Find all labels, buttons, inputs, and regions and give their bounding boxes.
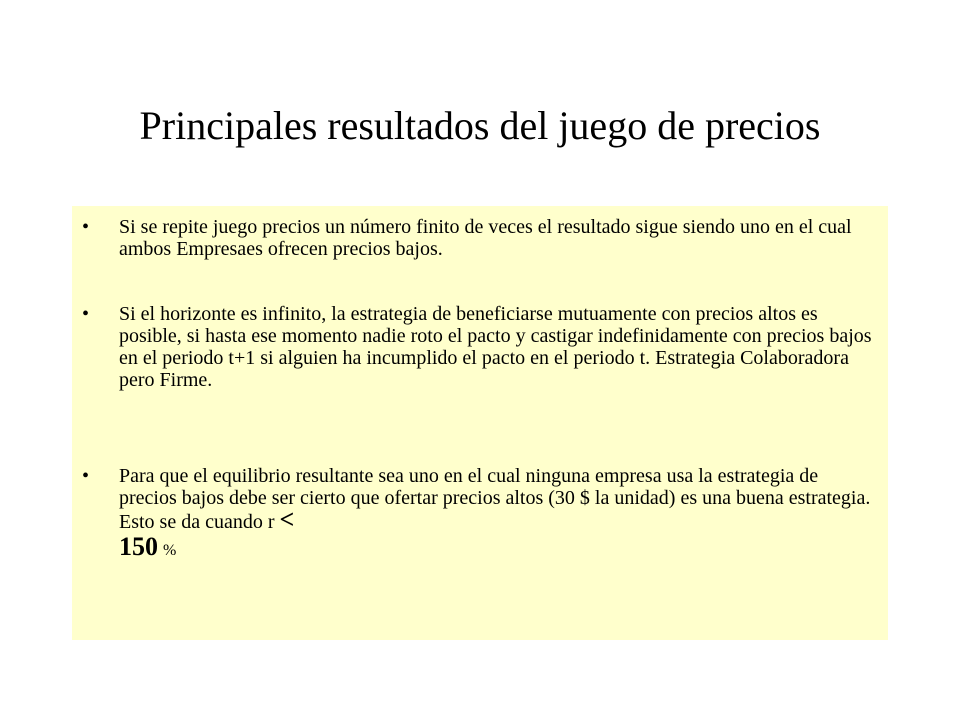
bullet-item <box>82 216 872 260</box>
bullet-icon: • <box>82 465 90 487</box>
bullet-item <box>82 465 872 562</box>
bullet-text: Para que el equilibrio resultante sea uno en el cual ninguna empresa usa la estrategia de precios bajos debe ser cierto que ofertar precios altos (30 $ la unidad) es una buena estrategia. Esto se da cuando r <box>119 465 871 533</box>
bullet-item <box>82 303 872 391</box>
less-than-sign: < <box>279 505 295 534</box>
slide-title: Principales resultados del juego de precios <box>139 103 821 148</box>
bullet-icon: • <box>82 303 90 325</box>
bullet-text: Si el horizonte es infinito, la estrategia de beneficiarse mutuamente con precios altos es posible, si hasta ese momento nadie roto el pacto y castigar indefinidamente con precios bajos en el periodo t+1 si alguien ha incumplido el pacto en el periodo t. Estrategia Colaboradora pero Firme. <box>119 303 872 391</box>
percent-sign: % <box>163 542 177 559</box>
threshold-value: 150 <box>119 532 158 561</box>
content-box <box>72 206 888 640</box>
bullet-text: Si se repite juego precios un número finito de veces el resultado sigue siendo uno en el cual ambos Empresaes ofrecen precios bajos. <box>119 216 852 260</box>
bullet-icon: • <box>82 216 90 238</box>
bullet-text-equilibrium <box>119 465 872 562</box>
